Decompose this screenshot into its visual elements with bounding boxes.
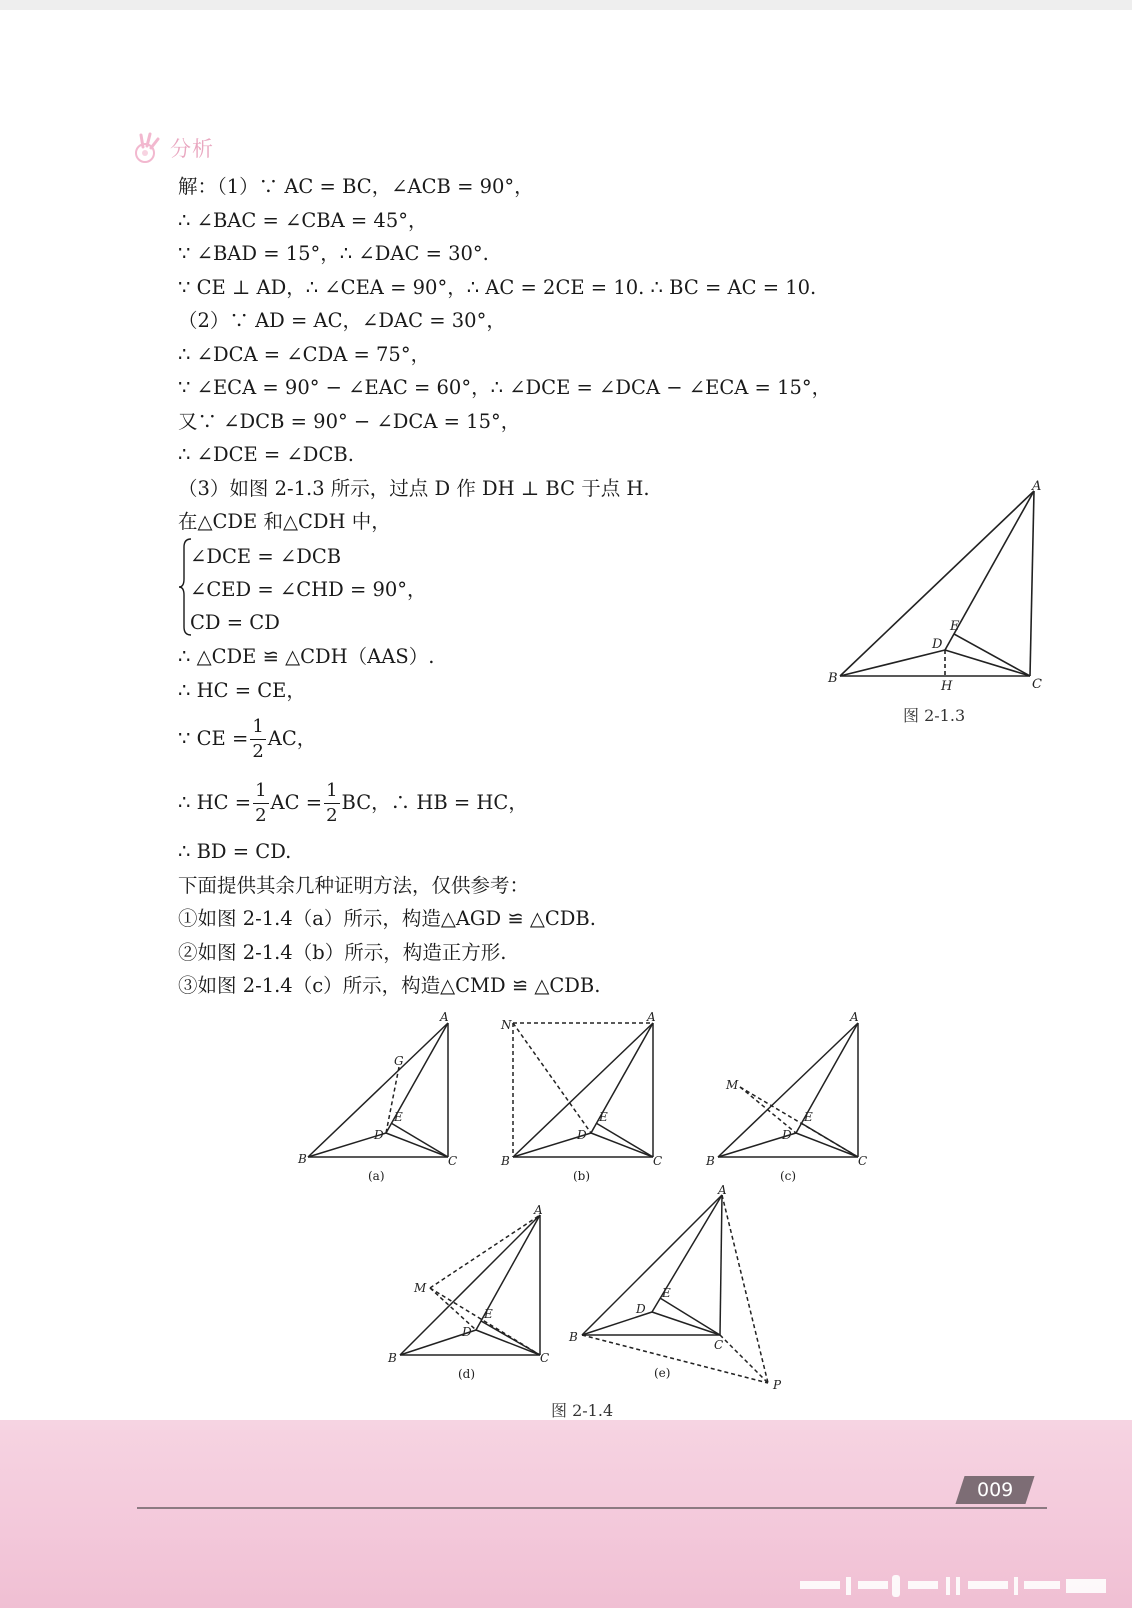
hc-fraction-line xyxy=(178,771,818,835)
ce-fraction-line xyxy=(178,707,818,771)
figure-2-1-4a xyxy=(298,1005,468,1185)
system-line: CD = CD xyxy=(190,611,280,634)
label-e: E xyxy=(599,1110,608,1124)
label-e: E xyxy=(394,1110,403,1124)
solution-line: 下面提供其余几种证明方法，仅供参考： xyxy=(178,873,530,897)
label-c: C xyxy=(714,1338,724,1352)
solution-line: ∴ ∠DCA = ∠CDA = 75°， xyxy=(178,342,431,366)
ce-prefix: ∵ CE = xyxy=(178,727,249,750)
label-a: A xyxy=(440,1010,449,1024)
fraction-numerator: 1 xyxy=(253,782,268,804)
sub-caption-c: (c) xyxy=(780,1169,797,1183)
solution-line: ∴ HC = CE， xyxy=(178,678,306,702)
label-a: A xyxy=(647,1010,656,1024)
hc-mid: AC = xyxy=(270,791,323,814)
fraction xyxy=(324,782,339,825)
label-e: E xyxy=(662,1286,671,1300)
label-e: E xyxy=(804,1110,813,1124)
hand-logo-icon xyxy=(133,131,167,165)
label-b: B xyxy=(298,1152,307,1166)
solution-line: ∴ ∠BAC = ∠CBA = 45°， xyxy=(178,208,428,232)
ce-suffix: AC， xyxy=(267,727,317,750)
watermark-bars xyxy=(800,1575,1110,1597)
label-b: B xyxy=(828,671,838,686)
label-m: M xyxy=(414,1281,427,1295)
figure-2-1-4d xyxy=(390,1200,560,1382)
figure-2-1-4-caption: 图 2-1.4 xyxy=(551,1401,614,1420)
label-g: G xyxy=(394,1054,404,1068)
solution-body xyxy=(178,170,832,539)
sub-caption-b: (b) xyxy=(573,1169,591,1183)
system-line: ∠CED = ∠CHD = 90°， xyxy=(190,578,427,601)
solution-line: ①如图 2-1.4（a）所示，构造△AGD ≌ △CDB. xyxy=(178,907,596,930)
solution-line: 又∵ ∠DCB = 90° − ∠DCA = 15°， xyxy=(178,409,521,433)
equation-system xyxy=(190,540,427,639)
label-a: A xyxy=(1032,479,1042,494)
label-a: A xyxy=(850,1010,859,1024)
label-d: D xyxy=(374,1128,384,1142)
hc-suffix: BC，∴ HB = HC， xyxy=(341,791,528,814)
solution-line: 解：（1）∵ AC = BC，∠ACB = 90°， xyxy=(178,175,534,198)
figure-2-1-3 xyxy=(828,479,1045,694)
solution-line: ∵ CE ⊥ AD，∴ ∠CEA = 90°，∴ AC = 2CE = 10. ∴ BC = AC = 10. xyxy=(178,275,817,299)
label-c: C xyxy=(448,1154,458,1168)
label-e: E xyxy=(950,619,960,634)
solution-continued xyxy=(178,640,818,1003)
label-d: D xyxy=(577,1128,587,1142)
solution-line: 在△CDE 和△CDH 中， xyxy=(178,510,391,533)
label-d: D xyxy=(636,1302,646,1316)
label-c: C xyxy=(653,1154,663,1168)
section-header xyxy=(133,130,214,166)
fraction-denominator: 2 xyxy=(326,805,338,826)
figure-2-1-4c xyxy=(708,1005,878,1185)
solution-line: ∴ ∠DCE = ∠DCB. xyxy=(178,443,354,466)
solution-line: ∴ △CDE ≌ △CDH（AAS）. xyxy=(178,645,435,668)
page-number: 009 xyxy=(976,1479,1014,1501)
label-c: C xyxy=(540,1351,550,1365)
figure-2-1-3-caption: 图 2-1.3 xyxy=(903,706,966,725)
fraction-denominator: 2 xyxy=(252,741,264,762)
fraction-numerator: 1 xyxy=(324,782,339,804)
top-strip xyxy=(0,0,1132,10)
solution-line: （2）∵ AD = AC，∠DAC = 30°， xyxy=(178,309,506,332)
solution-line: ∵ ∠ECA = 90° − ∠EAC = 60°，∴ ∠DCE = ∠DCA − ∠ECA = 15°， xyxy=(178,376,832,399)
sub-caption-a: (a) xyxy=(368,1169,385,1183)
sub-caption-e: (e) xyxy=(654,1366,671,1380)
section-title: 分析 xyxy=(170,137,214,161)
solution-line: ②如图 2-1.4（b）所示，构造正方形. xyxy=(178,940,507,964)
label-a: A xyxy=(718,1183,727,1197)
solution-line: ③如图 2-1.4（c）所示，构造△CMD ≌ △CDB. xyxy=(178,974,601,997)
page-number-tab xyxy=(955,1476,1034,1504)
label-n: N xyxy=(501,1018,512,1032)
label-a: A xyxy=(534,1203,543,1217)
solution-line: （3）如图 2-1.3 所示，过点 D 作 DH ⊥ BC 于点 H. xyxy=(178,476,650,500)
label-d: D xyxy=(932,637,943,652)
solution-line: ∴ BD = CD. xyxy=(178,840,292,863)
label-d: D xyxy=(462,1325,472,1339)
label-b: B xyxy=(501,1154,510,1168)
hc-prefix: ∴ HC = xyxy=(178,791,252,814)
fraction xyxy=(253,782,268,825)
figure-2-1-4b xyxy=(503,1005,673,1185)
label-p: P xyxy=(773,1378,782,1392)
label-d: D xyxy=(782,1128,792,1142)
label-h: H xyxy=(941,679,953,694)
solution-line: ∵ ∠BAD = 15°，∴ ∠DAC = 30°. xyxy=(178,242,489,265)
label-e: E xyxy=(484,1307,493,1321)
label-m: M xyxy=(726,1078,739,1092)
label-c: C xyxy=(1032,677,1042,692)
label-b: B xyxy=(388,1351,397,1365)
sub-caption-d: (d) xyxy=(458,1367,476,1381)
figure-2-1-4e xyxy=(570,1185,790,1390)
fraction-numerator: 1 xyxy=(250,718,265,740)
label-b: B xyxy=(569,1330,578,1344)
label-b: B xyxy=(706,1154,715,1168)
label-c: C xyxy=(858,1154,868,1168)
footer-rule xyxy=(137,1507,1047,1509)
fraction-denominator: 2 xyxy=(255,805,267,826)
fraction xyxy=(250,718,265,761)
system-line: ∠DCE = ∠DCB xyxy=(190,545,342,568)
